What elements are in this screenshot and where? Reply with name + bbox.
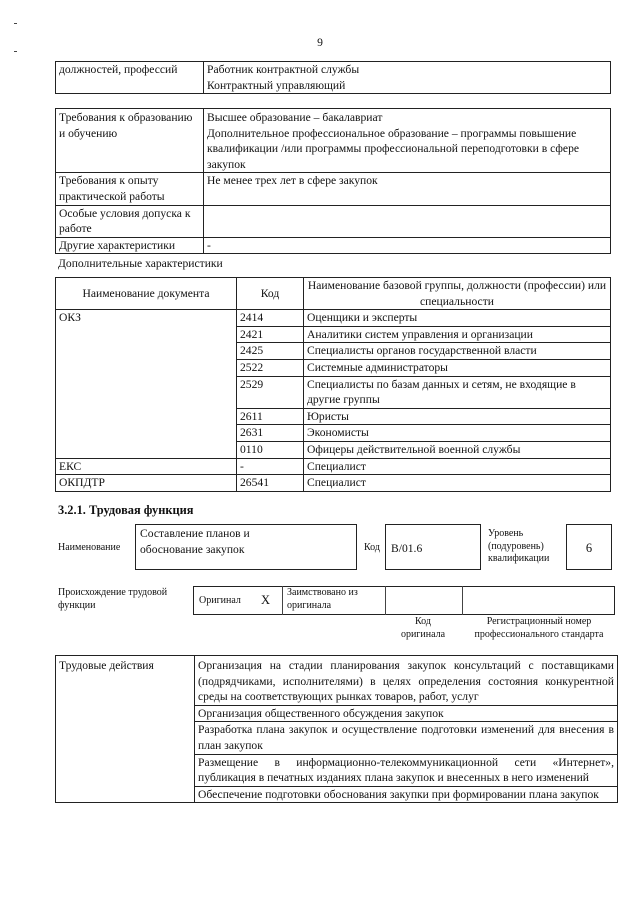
okz-name: Специалисты органов государственной власти bbox=[304, 343, 611, 360]
action-item: Разработка плана закупок и осуществление подготовки изменений для внесения в план закупок bbox=[195, 722, 618, 754]
requirement-value: - bbox=[204, 237, 611, 254]
requirement-value bbox=[204, 109, 611, 173]
scan-mark bbox=[14, 23, 17, 24]
okz-name: Офицеры действительной военной службы bbox=[304, 441, 611, 458]
doc-okpdtr: ОКПДТР bbox=[56, 475, 237, 492]
tf-name-label: Наименование bbox=[58, 542, 121, 553]
okz-code: 2611 bbox=[237, 408, 304, 425]
actions-label: Трудовые действия bbox=[56, 656, 195, 803]
requirement-line: Высшее образование – бакалавриат bbox=[207, 111, 383, 124]
header-group-name: Наименование базовой группы, должности (профессии) или специальности bbox=[304, 278, 611, 310]
tf-reg-number-label: Регистрационный номер профессионального стандарта bbox=[474, 616, 604, 640]
action-item: Размещение в информационно-телекоммуникационной сети «Интернет», публикация в печатных изданиях плана закупок и внесенных в него изменений bbox=[195, 754, 618, 786]
cell-divider bbox=[282, 586, 283, 615]
doc-eks: ЕКС bbox=[56, 458, 237, 475]
okz-code: 2631 bbox=[237, 425, 304, 442]
tf-original-label: Оригинал bbox=[199, 595, 241, 606]
tf-level-value: 6 bbox=[585, 541, 593, 555]
okz-code: 2522 bbox=[237, 359, 304, 376]
labor-function-heading: 3.2.1. Трудовая функция bbox=[58, 503, 194, 517]
requirement-value bbox=[204, 205, 611, 237]
extra-characteristics-table bbox=[55, 277, 611, 492]
okz-code: 2529 bbox=[237, 376, 304, 408]
okz-name: Юристы bbox=[304, 408, 611, 425]
doc-okz: ОКЗ bbox=[56, 310, 237, 458]
okz-name: Оценщики и эксперты bbox=[304, 310, 611, 327]
action-item: Организация на стадии планирования закупок консультаций с поставщиками (подрядчиками, исполнителями) в целях определения состояния конкурентной среды на соответствующих рынках товаров, работ, услуг bbox=[195, 656, 618, 706]
requirement-line: Дополнительное профессиональное образование – программы повышение квалификации /или программы профессиональной переподготовки в сфере закупок bbox=[207, 126, 580, 171]
action-item: Организация общественного обсуждения закупок bbox=[195, 705, 618, 722]
okz-code: 2425 bbox=[237, 343, 304, 360]
requirement-value: Не менее трех лет в сфере закупок bbox=[204, 173, 611, 205]
okz-name: Аналитики систем управления и организации bbox=[304, 326, 611, 343]
labor-actions-table bbox=[55, 655, 618, 803]
tf-origin-label: Происхождение трудовой функции bbox=[58, 587, 168, 611]
tf-code-label: Код bbox=[364, 542, 380, 553]
header-document: Наименование документа bbox=[56, 278, 237, 310]
occupations-values bbox=[204, 62, 611, 94]
tf-level-label: Уровень (подуровень) квалификации bbox=[488, 528, 550, 564]
tf-code-original-label: Код оригинала bbox=[400, 616, 446, 640]
okpdtr-name: Специалист bbox=[304, 475, 611, 492]
requirement-label: Требования к опыту практической работы bbox=[56, 173, 204, 205]
okz-code: 2414 bbox=[237, 310, 304, 327]
occupation-name: Контрактный управляющий bbox=[207, 78, 346, 92]
tf-name-value: Составление планов и обоснование закупок bbox=[140, 527, 250, 556]
action-item: Обеспечение подготовки обоснования закупки при формировании плана закупок bbox=[195, 786, 618, 803]
okz-code: 2421 bbox=[237, 326, 304, 343]
tf-original-mark: X bbox=[261, 593, 271, 607]
tf-origin-box bbox=[193, 586, 615, 615]
cell-divider bbox=[462, 586, 463, 615]
scan-mark bbox=[14, 51, 17, 52]
tf-code-value: В/01.6 bbox=[391, 542, 423, 555]
requirements-table bbox=[55, 108, 611, 254]
header-code: Код bbox=[237, 278, 304, 310]
okz-name: Системные администраторы bbox=[304, 359, 611, 376]
page-number: 9 bbox=[317, 36, 323, 49]
tf-borrowed-label: Заимствовано из оригинала bbox=[287, 587, 358, 611]
okz-name: Экономисты bbox=[304, 425, 611, 442]
requirement-label: Особые условия допуска к работе bbox=[56, 205, 204, 237]
okz-code: 0110 bbox=[237, 441, 304, 458]
requirement-label: Другие характеристики bbox=[56, 237, 204, 254]
cell-divider bbox=[385, 586, 386, 615]
requirement-label: Требования к образованию и обучению bbox=[56, 109, 204, 173]
occupation-name: Работник контрактной службы bbox=[207, 63, 360, 76]
eks-name: Специалист bbox=[304, 458, 611, 475]
okz-name: Специалисты по базам данных и сетям, не входящие в другие группы bbox=[304, 376, 611, 408]
occupations-label: должностей, профессий bbox=[56, 62, 204, 94]
okpdtr-code: 26541 bbox=[237, 475, 304, 492]
extra-title: Дополнительные характеристики bbox=[58, 257, 223, 270]
eks-code: - bbox=[237, 458, 304, 475]
occupations-table bbox=[55, 61, 611, 94]
